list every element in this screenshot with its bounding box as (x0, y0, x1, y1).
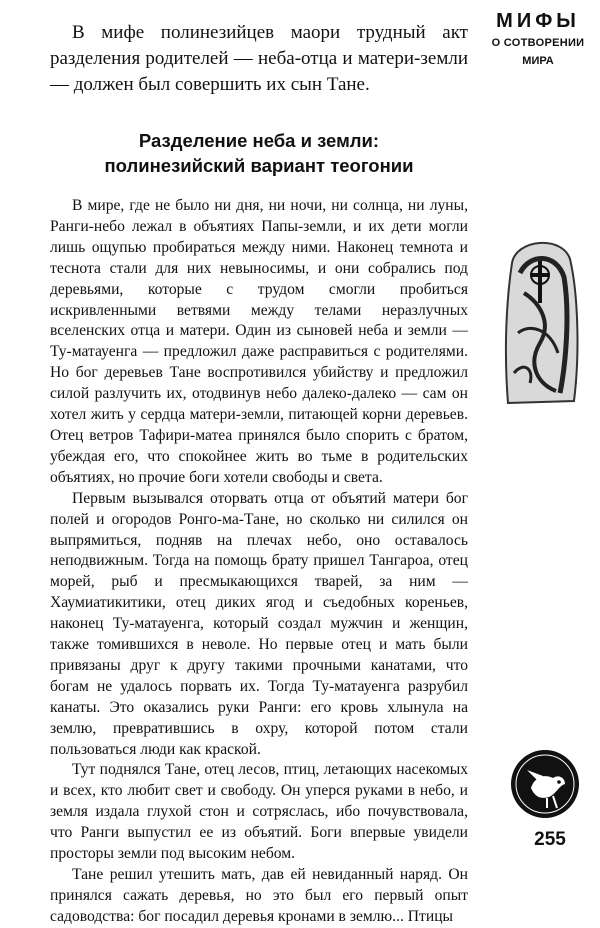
page-number: 255 (534, 829, 566, 850)
body-text (50, 196, 468, 928)
bird-medallion-illustration (509, 748, 581, 820)
main-column (50, 20, 468, 928)
paragraph: Тут поднялся Тане, отец лесов, птиц, летающих насекомых и всех, кто любит свет и свободу. Он уперся руками в небо, и земля издала глухой стон и сотряслась, ибо почувствовала, что Ранги выпустил ее из объятий. Боги впервые увидели просторы земли под высоким небом. (50, 761, 468, 863)
sidebar-running-head (482, 8, 594, 70)
heading-line-1: Разделение неба и земли: (138, 130, 380, 151)
running-head-subtitle: О СОТВОРЕНИИ (491, 37, 585, 49)
intro-paragraph: В мифе полинезийцев маори трудный акт разделения родителей — неба-отца и матери-земли — должен был совершить их сын Тане. (50, 22, 468, 95)
paragraph: Первым вызывался оторвать отца от объятий матери бог полей и огородов Ронго-ма-Тане, но сколько ни силился он выпрямиться, подняв на плечах небо, оно оставалось неподвижным. Тогда на помощь брату пришел Тангароа, отец морей, рыб и пресмыкающихся тварей, за ним — Хаумиатикитики, отец диких ягод и съедобных кореньев, наконец Ту-матауенга, который создал мужчин и женщин, также томившихся в неволе. Но первые отец и мать были привязаны друг к другу такими прочными канатами, что богам не удалось порвать их. Тогда Ту-матауенга разрубил канаты. Это оказались руки Ранги: его кровь хлынула на землю, превратившись в охру, которой потом стали пользоваться люди как краской. (50, 489, 468, 758)
heading-line-2: полинезийский вариант теогонии (104, 155, 414, 176)
paragraph: В мире, где не было ни дня, ни ночи, ни солнца, ни луны, Ранги-небо лежал в объятиях Папы-земли, и их дети могли лишь ощупью пробираться между ними. Наконец темнота и теснота стали для них невыносимы, и они собрались под деревьями, которые с трудом смогли пробиться искривленными ветвями между телами неразлучных вселенских отца и матери. Один из сыновей неба и земли — Ту-матауенга — предложил даже расправиться с родителями. Но бог деревьев Тане воспротивился убийству и предложил силой разлучить их, отодвинув небо далеко-далеко — сам он хотел жить у сердца матери-земли, питающей корни деревьев. Отец ветров Тафири-матеа принялся было спорить с братом, убеждая его, что спокойнее жить во тьме в родительских объятиях, но прочие боги хотели свободы и света. (50, 197, 468, 486)
paragraph: Тане решил утешить мать, дав ей невиданный наряд. Он принялся сажать деревья, но это был его первый опыт садоводства: бог посадил деревья кронами в землю... Птицы (50, 866, 468, 925)
intro (50, 20, 468, 98)
running-head-title: МИФЫ (496, 10, 580, 32)
section-heading (50, 128, 468, 178)
running-head-subtitle-2: МИРА (522, 55, 554, 67)
runestone-illustration (500, 233, 582, 408)
